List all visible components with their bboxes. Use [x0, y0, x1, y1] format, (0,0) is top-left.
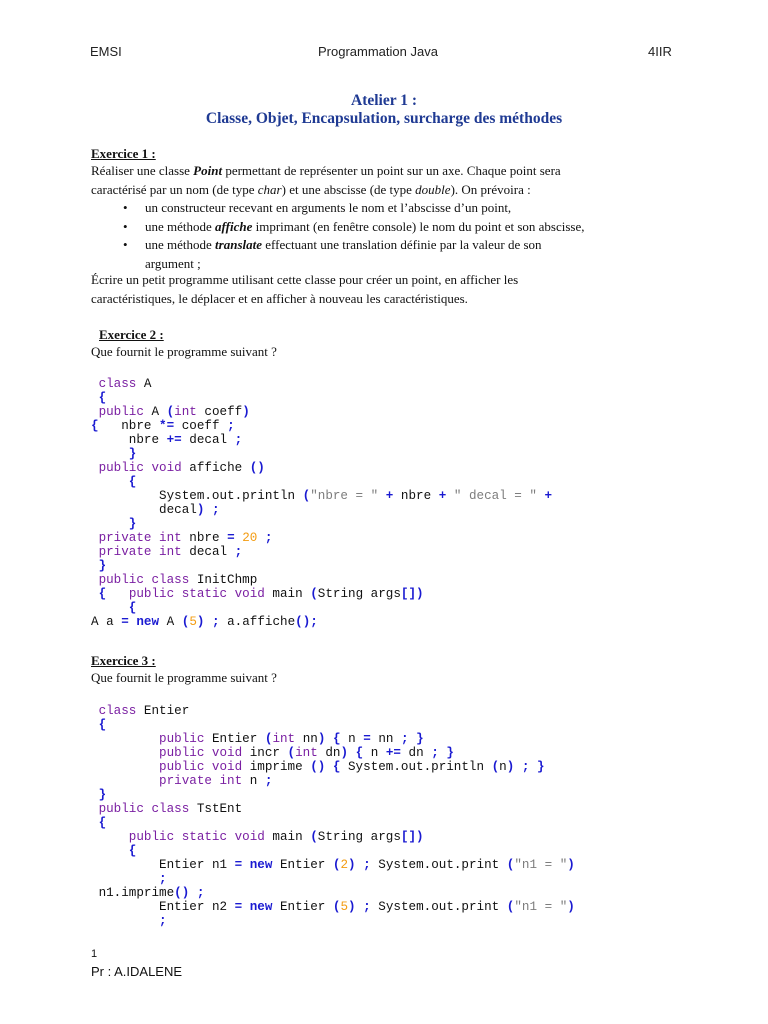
exercise-1-intro: Réaliser une classe Point permettant de représenter un point sur un axe. Chaque point sera caractérisé par un nom (de type char) et une abscisse (de type double). On prévoira : — [91, 163, 561, 197]
exercise-2-heading: Exercice 2 : — [99, 327, 164, 342]
exercise-3-code: class Entier { public Entier (int nn) { n = nn ; } public void incr (int dn) { n += dn ; } public void imprime () { System.out.println (n) ; } private int n ; } public class TstEnt { public static void main (String args[]) { Entier n1 = new Entier (2) ; System.out.print ("n1 = ") ; n1.imprime() ; Entier n2 = new Entier (5) ; System.out.print ("n1 = ") ; — [98, 704, 575, 928]
page-subtitle: Classe, Objet, Encapsulation, surcharge des méthodes — [205, 110, 563, 127]
exercise-3-question: Que fournit le programme suivant ? — [91, 670, 277, 685]
header-left: EMSI — [90, 44, 122, 59]
author: Pr : A.IDALENE — [91, 964, 183, 979]
list-item: • un constructeur recevant en arguments le nom et l’abscisse d’un point, — [123, 200, 512, 215]
header-right: 4IIR — [648, 44, 672, 59]
exercise-2-question: Que fournit le programme suivant ? — [91, 344, 277, 359]
exercise-1-outro: Écrire un petit programme utilisant cette classe pour créer un point, en afficher les caractéristiques, le déplacer et en afficher à nouveau les caractéristiques. — [91, 272, 519, 306]
page-number: 1 — [91, 948, 98, 960]
list-item: • une méthode translate effectuant une translation définie par la valeur de son argument ; — [123, 237, 542, 271]
page-title: Atelier 1 : — [351, 92, 417, 109]
exercise-2-code: class A { public A (int coeff) { nbre *= coeff ; nbre += decal ; } public void affiche () { System.out.println ("nbre = " + nbre + " decal = " + decal) ; } private int nbre = 20 ; private int decal ; } public class InitChmp { public static void main (String args[]) { A a = new A (5) ; a.affiche(); — [91, 377, 553, 629]
exercise-3-heading: Exercice 3 : — [91, 653, 156, 668]
header-center: Programmation Java — [318, 44, 438, 59]
exercise-1-heading: Exercice 1 : — [91, 146, 156, 161]
list-item: • une méthode affiche imprimant (en fenêtre console) le nom du point et son abscisse, — [123, 219, 585, 234]
